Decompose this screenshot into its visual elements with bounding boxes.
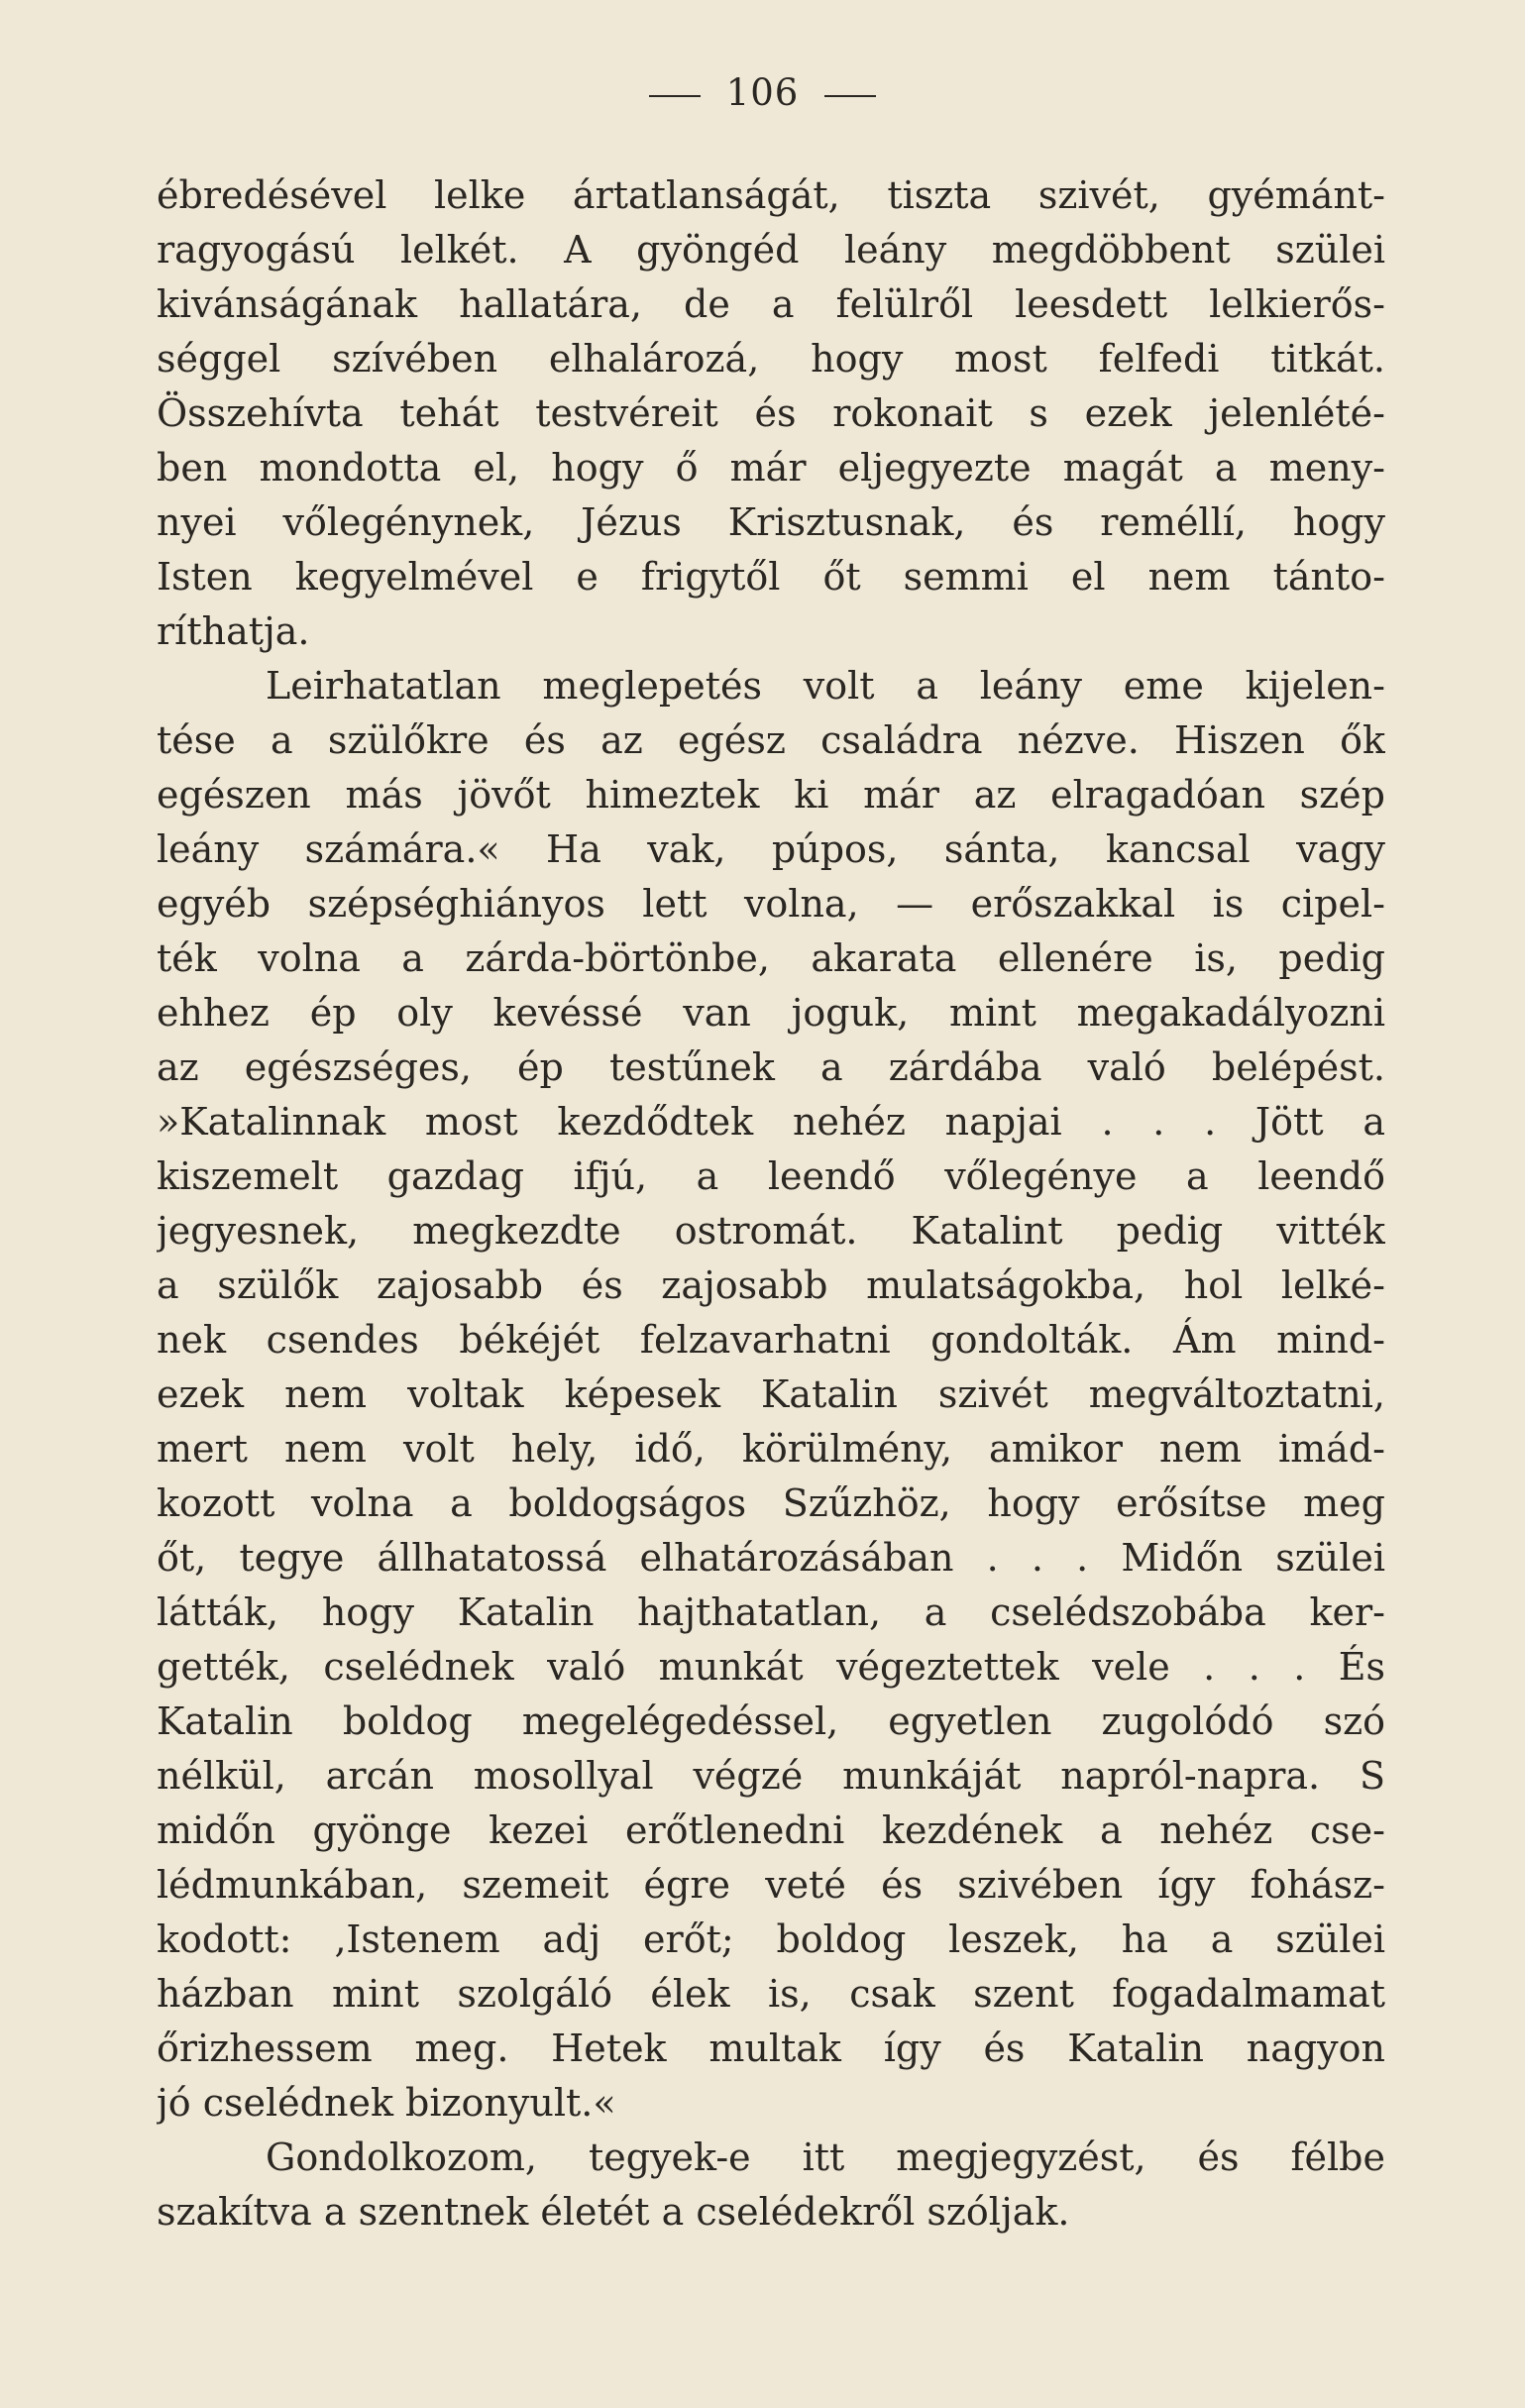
text-line: kivánságának hallatára, de a felülről leesdett lelkierős- (157, 282, 1385, 326)
text-line: Katalin boldog megelégedéssel, egyetlen zugolódó szó (157, 1699, 1385, 1743)
text-line: lédmunkában, szemeit égre veté és szivében így fohász- (157, 1863, 1385, 1907)
text-line: jegyesnek, megkezdte ostromát. Katalint pedig vitték (157, 1209, 1385, 1253)
text-line: kiszemelt gazdag ifjú, a leendő vőlegénye a leendő (157, 1154, 1385, 1198)
text-line: Leirhatatlan meglepetés volt a leány eme kijelen- (266, 664, 1385, 708)
text-line: ben mondotta el, hogy ő már eljegyezte magát a meny- (157, 446, 1385, 490)
text-line: ríthatja. (157, 609, 310, 653)
header-dash-right (824, 95, 876, 97)
text-line: jó cselédnek bizonyult.« (157, 2081, 616, 2125)
body-text (157, 168, 1385, 2240)
text-line: Isten kegyelmével e frigytől őt semmi el nem tánto- (157, 555, 1385, 599)
text-line: ragyogású lelkét. A gyöngéd leány megdöbbent szülei (157, 228, 1385, 272)
text-line: látták, hogy Katalin hajthatatlan, a cselédszobába ker- (157, 1590, 1385, 1634)
text-line: »Katalinnak most kezdődtek nehéz napjai . . . Jött a (157, 1100, 1385, 1144)
text-line: ehhez ép oly kevéssé van joguk, mint megakadályozni (157, 991, 1385, 1035)
header-dash-left (649, 95, 701, 97)
text-line: nélkül, arcán mosollyal végzé munkáját napról-napra. S (157, 1754, 1385, 1798)
text-line: ezek nem voltak képesek Katalin szivét megváltoztatni, (157, 1372, 1385, 1416)
text-line: Gondolkozom, tegyek-e itt megjegyzést, és félbe (266, 2135, 1385, 2179)
text-line: ébredésével lelke ártatlanságát, tiszta szivét, gyémánt- (157, 173, 1385, 217)
page-number: 106 (725, 71, 800, 114)
text-line: az egészséges, ép testűnek a zárdába való belépést. (157, 1045, 1385, 1089)
page-header (0, 71, 1525, 114)
text-line: kodott: ‚Istenem adj erőt; boldog leszek, ha a szülei (157, 1917, 1385, 1961)
text-line: őrizhessem meg. Hetek multak így és Katalin nagyon (157, 2026, 1385, 2070)
text-line: egyéb szépséghiányos lett volna, — erőszakkal is cipel- (157, 882, 1385, 926)
text-line: egészen más jövőt himeztek ki már az elragadóan szép (157, 773, 1385, 817)
text-line: a szülők zajosabb és zajosabb mulatságokba, hol lelké- (157, 1263, 1385, 1307)
text-line: házban mint szolgáló élek is, csak szent fogadalmamat (157, 1972, 1385, 2016)
text-line: tése a szülőkre és az egész családra nézve. Hiszen ők (157, 718, 1385, 762)
text-line: nek csendes békéjét felzavarhatni gondolták. Ám mind- (157, 1318, 1385, 1362)
text-line: séggel szívében elhalározá, hogy most felfedi titkát. (157, 337, 1385, 381)
text-line: gették, cselédnek való munkát végeztettek vele . . . És (157, 1645, 1385, 1689)
text-line: szakítva a szentnek életét a cselédekről szóljak. (157, 2190, 1070, 2234)
text-line: mert nem volt hely, idő, körülmény, amikor nem imád- (157, 1427, 1385, 1471)
text-line: ték volna a zárda-börtönbe, akarata ellenére is, pedig (157, 936, 1385, 980)
text-line: midőn gyönge kezei erőtlenedni kezdének a nehéz cse- (157, 1808, 1385, 1852)
text-line: kozott volna a boldogságos Szűzhöz, hogy erősítse meg (157, 1481, 1385, 1525)
text-line: nyei vőlegénynek, Jézus Krisztusnak, és reméllí, hogy (157, 500, 1385, 544)
text-line: Összehívta tehát testvéreit és rokonait s ezek jelenlété- (157, 391, 1385, 435)
text-line: őt, tegye állhatatossá elhatározásában . . . Midőn szülei (157, 1536, 1385, 1580)
text-line: leány számára.« Ha vak, púpos, sánta, kancsal vagy (157, 827, 1385, 871)
